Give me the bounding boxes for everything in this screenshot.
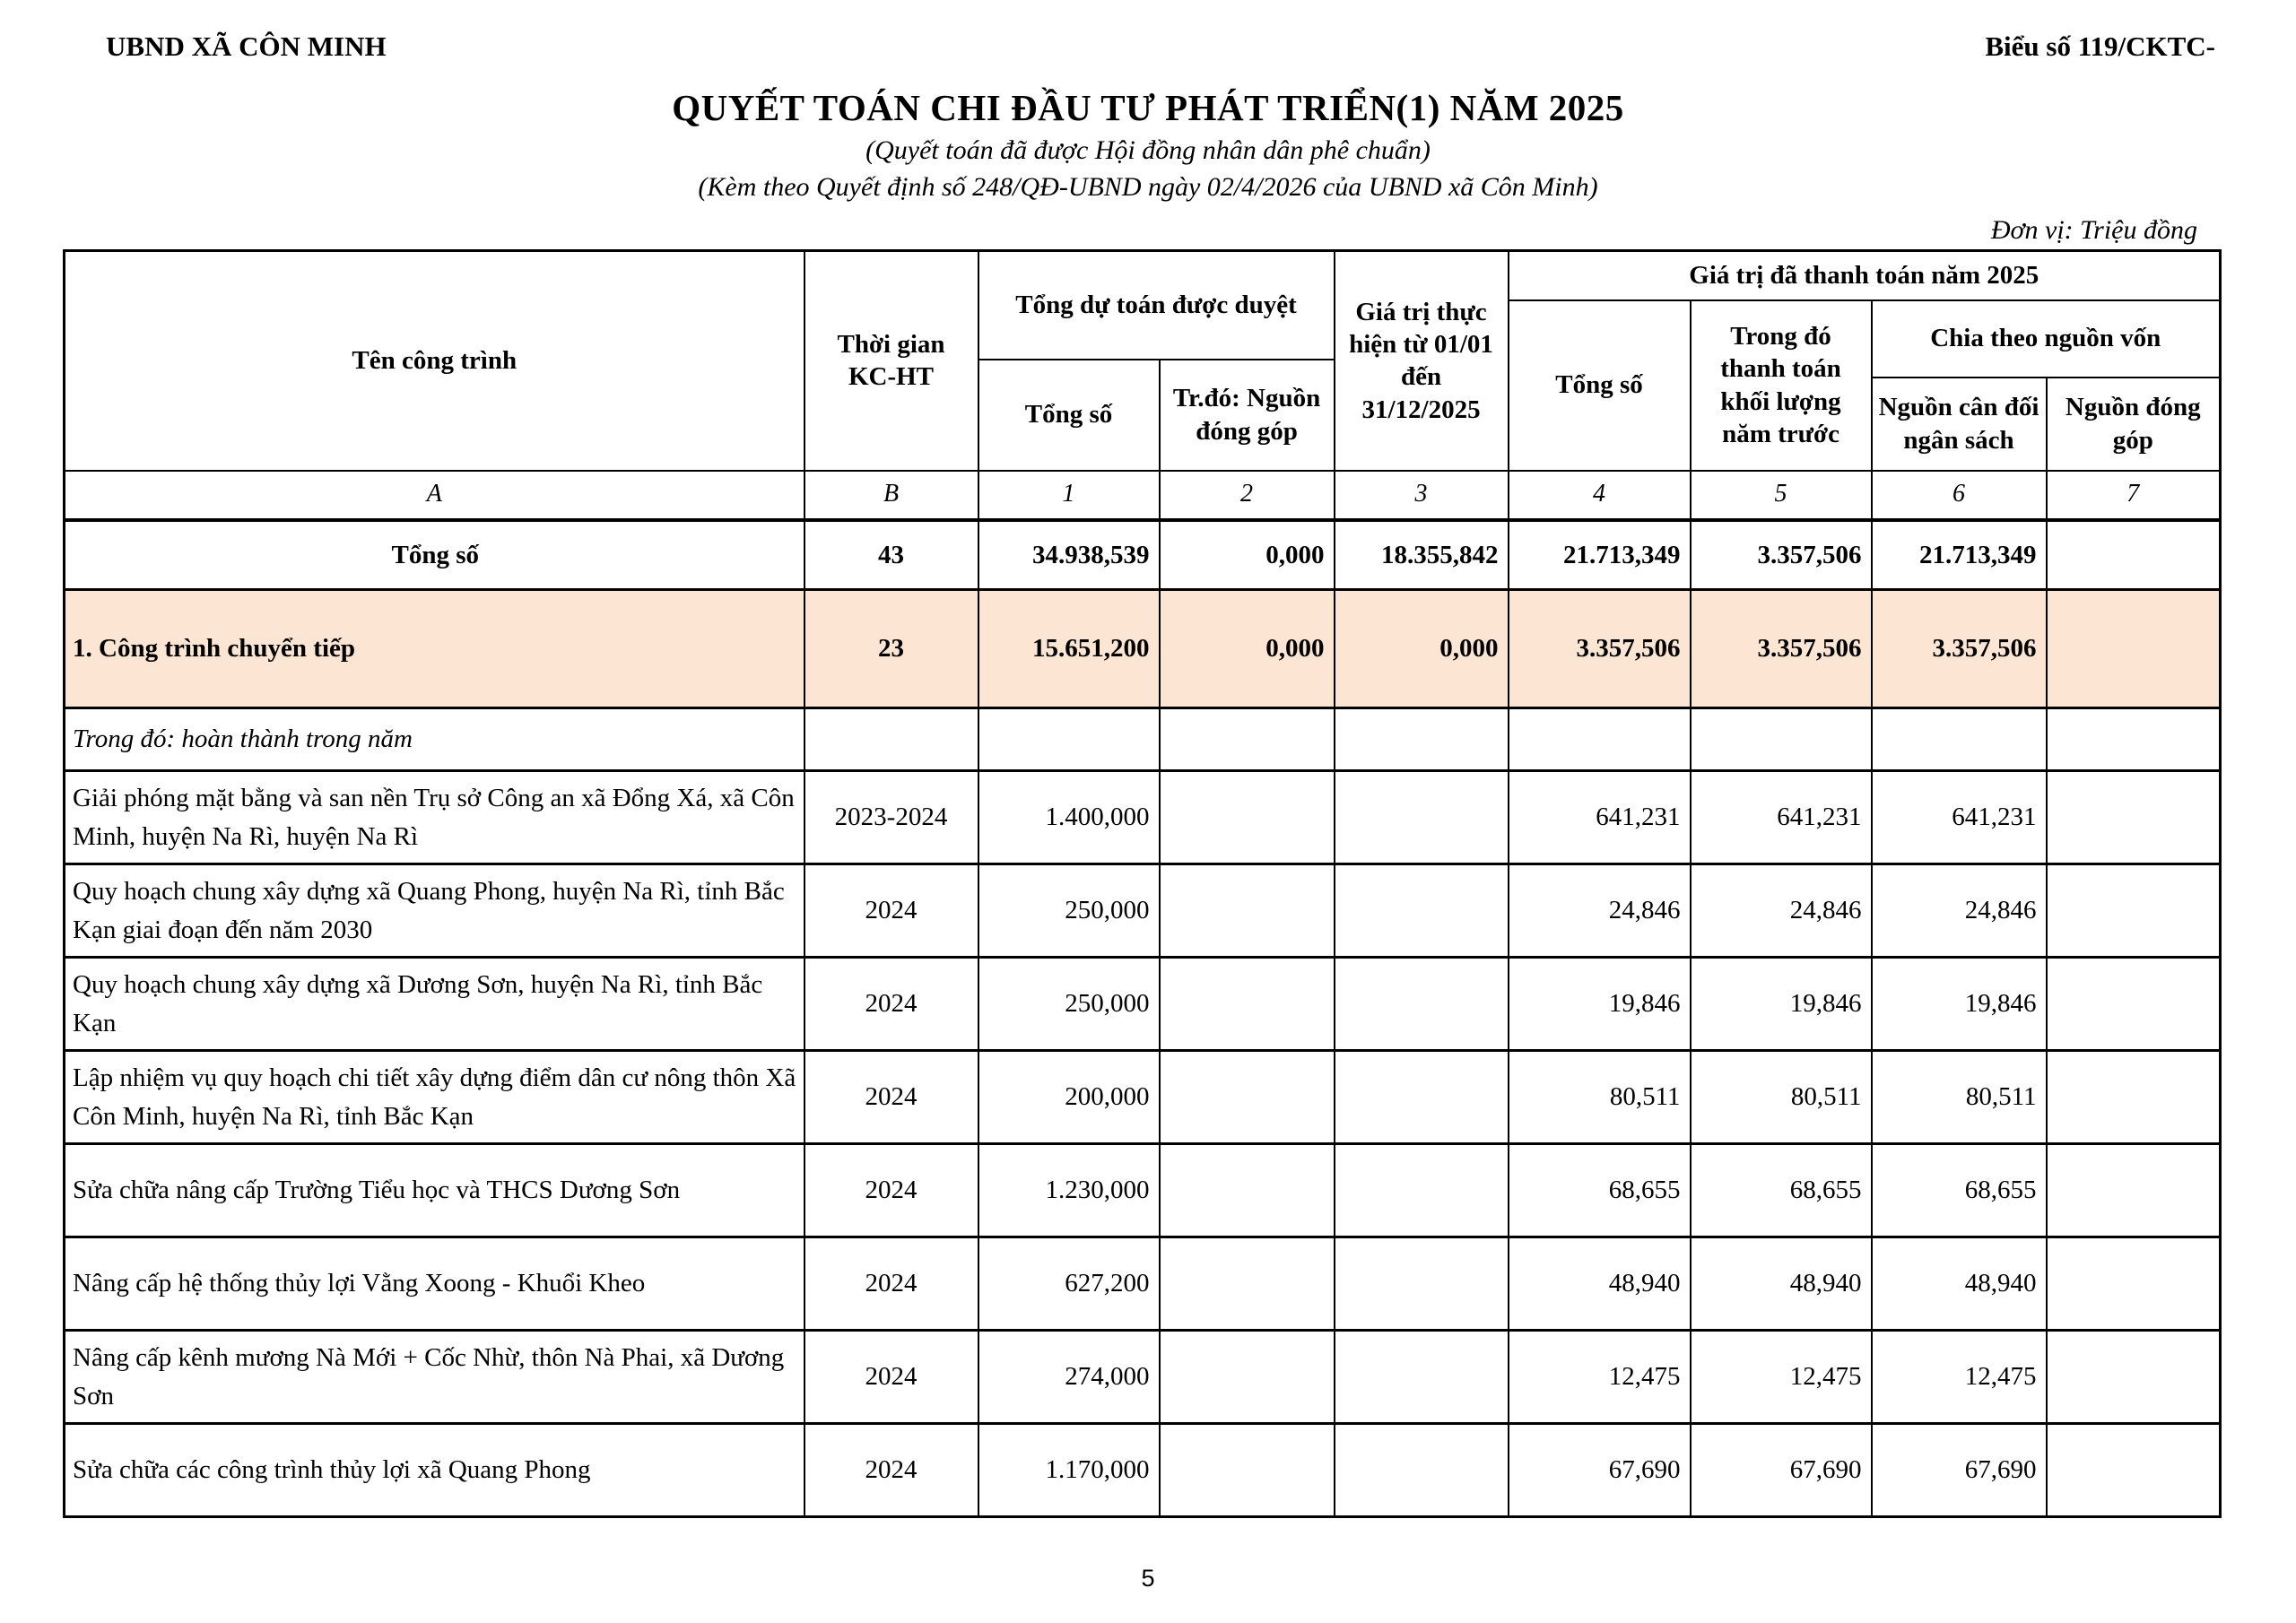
col-index: 2 [1160,471,1335,520]
value-cell: 21.713,349 [1509,520,1691,590]
column-index-row [65,471,2221,520]
value-cell: 80,511 [1872,1051,2047,1144]
value-cell: 3.357,506 [1691,590,1872,708]
header-source-budget: Nguồn cân đối ngân sách [1872,378,2047,471]
project-name-cell: Giải phóng mặt bằng và san nền Trụ sở Công an xã Đổng Xá, xã Côn Minh, huyện Na Rì, huyện Na Rì [65,771,804,864]
value-cell: 34.938,539 [978,520,1160,590]
value-cell [2047,864,2221,958]
value-cell: 21.713,349 [1872,520,2047,590]
value-cell: 80,511 [1691,1051,1872,1144]
value-cell: 627,200 [978,1237,1160,1331]
value-cell [1335,771,1509,864]
value-cell [2047,1424,2221,1517]
value-cell [1335,1051,1509,1144]
value-cell: 3.357,506 [1872,590,2047,708]
table-row [65,958,2221,1051]
value-cell: 24,846 [1691,864,1872,958]
project-name-cell: Trong đó: hoàn thành trong năm [65,708,804,771]
value-cell [2047,708,2221,771]
table-row [65,590,2221,708]
value-cell [1335,864,1509,958]
value-cell: 80,511 [1509,1051,1691,1144]
value-cell: 18.355,842 [1335,520,1509,590]
value-cell [2047,1237,2221,1331]
col-index: 1 [978,471,1160,520]
table-row [65,708,2221,771]
settlement-table [63,249,2222,1518]
header-source-contrib: Nguồn đóng góp [2047,378,2221,471]
col-index: 5 [1691,471,1872,520]
value-cell [2047,520,2221,590]
value-cell: 274,000 [978,1331,1160,1424]
value-cell: 2024 [804,1237,978,1331]
col-index: A [65,471,804,520]
header-project-name: Tên công trình [65,251,804,471]
header-group-budget: Tổng dự toán được duyệt [978,251,1335,360]
value-cell: 1.400,000 [978,771,1160,864]
project-name-cell: Sửa chữa các công trình thủy lợi xã Quang Phong [65,1424,804,1517]
table-row [65,1051,2221,1144]
value-cell: 1.170,000 [978,1424,1160,1517]
value-cell [1160,1237,1335,1331]
header-value-implemented: Giá trị thực hiện từ 01/01 đến 31/12/2025 [1335,251,1509,471]
value-cell: 1.230,000 [978,1144,1160,1237]
value-cell: 2023-2024 [804,771,978,864]
value-cell: 2024 [804,864,978,958]
project-name-cell: 1. Công trình chuyển tiếp [65,590,804,708]
value-cell: 23 [804,590,978,708]
value-cell [1691,708,1872,771]
col-index: 3 [1335,471,1509,520]
form-number: Biểu số 119/CKTC- [1985,30,2215,62]
table-row [65,520,2221,590]
value-cell [1335,1144,1509,1237]
page-number: 5 [1141,1565,1155,1592]
header-budget-contrib: Tr.đó: Nguồn đóng góp [1160,360,1335,471]
project-name-cell: Quy hoạch chung xây dựng xã Dương Sơn, huyện Na Rì, tỉnh Bắc Kạn [65,958,804,1051]
value-cell [1160,708,1335,771]
value-cell [1335,1331,1509,1424]
value-cell: 48,940 [1872,1237,2047,1331]
value-cell [2047,1331,2221,1424]
value-cell [2047,590,2221,708]
header-paid-total: Tổng số [1509,300,1691,471]
value-cell [1872,708,2047,771]
value-cell [2047,771,2221,864]
value-cell [978,708,1160,771]
value-cell: 48,940 [1509,1237,1691,1331]
value-cell: 250,000 [978,958,1160,1051]
value-cell [1160,771,1335,864]
value-cell [804,708,978,771]
project-name-cell: Quy hoạch chung xây dựng xã Quang Phong, huyện Na Rì, tỉnh Bắc Kạn giai đoạn đến năm 2030 [65,864,804,958]
value-cell [1335,958,1509,1051]
header-group-source: Chia theo nguồn vốn [1872,300,2221,378]
value-cell: 12,475 [1872,1331,2047,1424]
value-cell [1335,1237,1509,1331]
col-index: 4 [1509,471,1691,520]
value-cell: 2024 [804,1424,978,1517]
value-cell: 19,846 [1872,958,2047,1051]
project-name-cell: Sửa chữa nâng cấp Trường Tiểu học và THCS Dương Sơn [65,1144,804,1237]
value-cell: 67,690 [1691,1424,1872,1517]
subtitle-decision: (Kèm theo Quyết định số 248/QĐ-UBND ngày 02/4/2026 của UBND xã Côn Minh) [698,172,1598,202]
org-name: UBND XÃ CÔN MINH [106,30,387,62]
value-cell: 19,846 [1691,958,1872,1051]
value-cell [1335,708,1509,771]
value-cell: 68,655 [1872,1144,2047,1237]
value-cell: 67,690 [1872,1424,2047,1517]
value-cell: 0,000 [1160,520,1335,590]
value-cell: 68,655 [1509,1144,1691,1237]
value-cell: 15.651,200 [978,590,1160,708]
value-cell: 641,231 [1509,771,1691,864]
value-cell: 641,231 [1691,771,1872,864]
table-row [65,1424,2221,1517]
value-cell [2047,1144,2221,1237]
value-cell: 19,846 [1509,958,1691,1051]
header-paid-prev-volume: Trong đó thanh toán khối lượng năm trước [1691,300,1872,471]
unit-note: Đơn vị: Triệu đồng [1990,215,2197,245]
value-cell: 2024 [804,1144,978,1237]
value-cell: 2024 [804,1051,978,1144]
col-index: B [804,471,978,520]
value-cell: 0,000 [1160,590,1335,708]
project-name-cell: Lập nhiệm vụ quy hoạch chi tiết xây dựng điểm dân cư nông thôn Xã Côn Minh, huyện Na Rì, tỉnh Bắc Kạn [65,1051,804,1144]
value-cell: 250,000 [978,864,1160,958]
value-cell: 12,475 [1691,1331,1872,1424]
value-cell: 24,846 [1509,864,1691,958]
value-cell: 200,000 [978,1051,1160,1144]
table-row [65,771,2221,864]
value-cell [2047,958,2221,1051]
value-cell: 67,690 [1509,1424,1691,1517]
value-cell: 2024 [804,958,978,1051]
value-cell: 48,940 [1691,1237,1872,1331]
value-cell [1335,1424,1509,1517]
table-header [65,251,2221,520]
value-cell: 68,655 [1691,1144,1872,1237]
value-cell: 24,846 [1872,864,2047,958]
value-cell [1160,1424,1335,1517]
col-index: 6 [1872,471,2047,520]
header-time: Thời gian KC-HT [804,251,978,471]
value-cell [1160,864,1335,958]
value-cell [1160,1331,1335,1424]
value-cell [2047,1051,2221,1144]
value-cell: 43 [804,520,978,590]
value-cell [1160,958,1335,1051]
value-cell [1160,1051,1335,1144]
page-title: QUYẾT TOÁN CHI ĐẦU TƯ PHÁT TRIỂN(1) NĂM 2025 [672,87,1624,128]
table-body [65,520,2221,1517]
table-row [65,1237,2221,1331]
table-row [65,1331,2221,1424]
table-row [65,1144,2221,1237]
top-bar [0,0,2296,63]
value-cell [1160,1144,1335,1237]
value-cell: 3.357,506 [1509,590,1691,708]
col-index: 7 [2047,471,2221,520]
value-cell: 12,475 [1509,1331,1691,1424]
project-name-cell: Tổng số [65,520,804,590]
header-budget-total: Tổng số [978,360,1160,471]
table-row [65,864,2221,958]
value-cell: 641,231 [1872,771,2047,864]
value-cell [1509,708,1691,771]
project-name-cell: Nâng cấp kênh mương Nà Mới + Cốc Nhừ, thôn Nà Phai, xã Dương Sơn [65,1331,804,1424]
project-name-cell: Nâng cấp hệ thống thủy lợi Vằng Xoong - Khuổi Kheo [65,1237,804,1331]
subtitle-approval: (Quyết toán đã được Hội đồng nhân dân phê chuẩn) [865,135,1431,165]
value-cell: 0,000 [1335,590,1509,708]
value-cell: 3.357,506 [1691,520,1872,590]
value-cell: 2024 [804,1331,978,1424]
header-group-paid: Giá trị đã thanh toán năm 2025 [1509,251,2221,300]
